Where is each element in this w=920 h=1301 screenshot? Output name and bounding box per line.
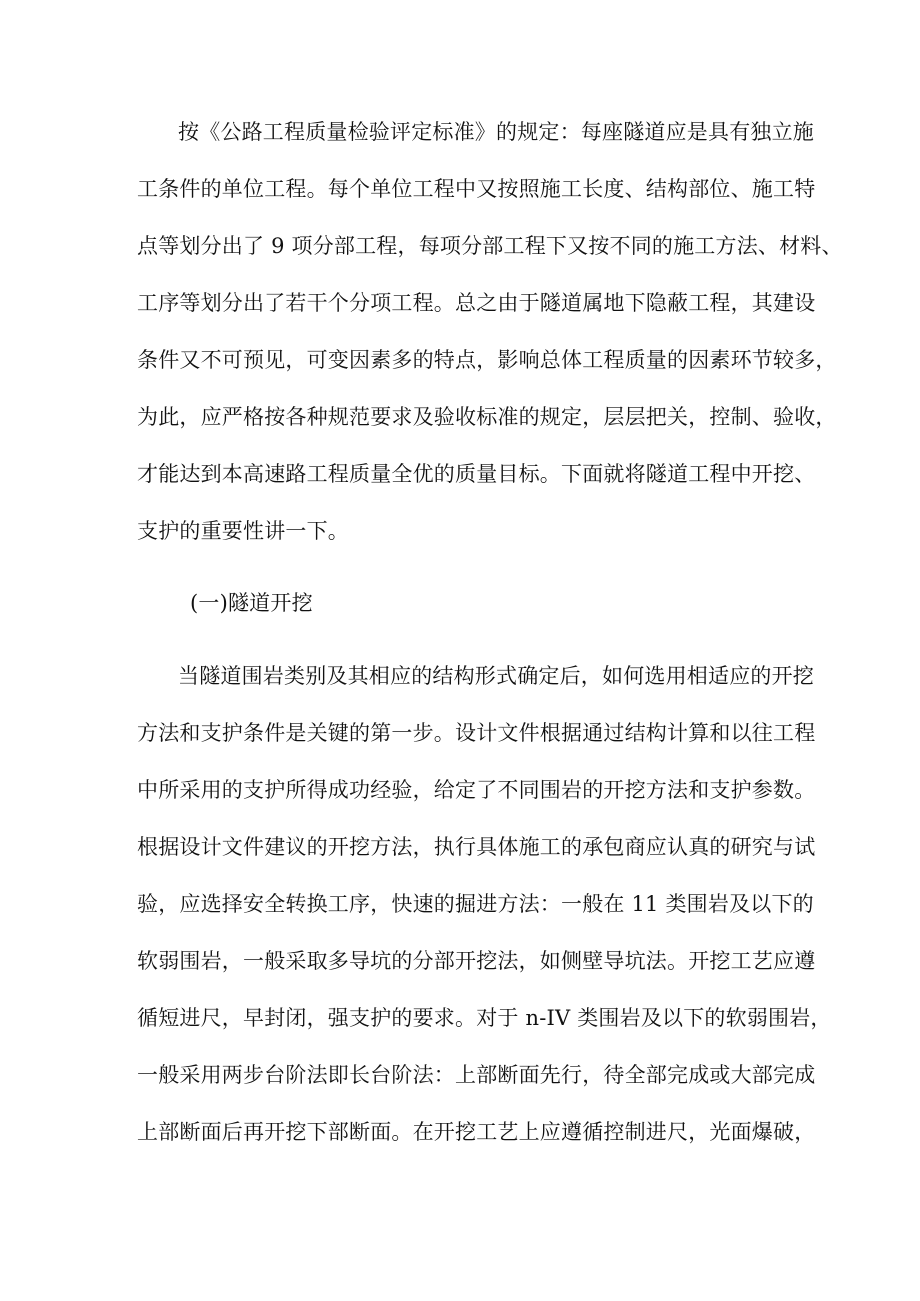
paragraph-2-line-7: 循短进尺，早封闭，强支护的要求。对于 n-IV 类围岩及以下的软弱围岩， xyxy=(137,1006,832,1030)
paragraph-2-line-3: 中所采用的支护所得成功经验，给定了不同围岩的开挖方法和支护参数。 xyxy=(137,778,816,802)
paragraph-2-line-8: 一般采用两步台阶法即长台阶法：上部断面先行，待全部完成或大部完成 xyxy=(137,1063,816,1087)
paragraph-2-line-5: 验，应选择安全转换工序，快速的掘进方法：一般在 11 类围岩及以下的 xyxy=(137,892,814,916)
paragraph-1-line-3: 点等划分出了 9 项分部工程，每项分部工程下又按不同的施工方法、材料、 xyxy=(137,234,843,258)
paragraph-2-line-9: 上部断面后再开挖下部断面。在开挖工艺上应遵循控制进尺，光面爆破， xyxy=(137,1120,816,1144)
paragraph-1-line-8: 支护的重要性讲一下。 xyxy=(137,519,349,543)
paragraph-2-line-2: 方法和支护条件是关键的第一步。设计文件根据通过结构计算和以往工程 xyxy=(137,721,816,745)
paragraph-2-line-6: 软弱围岩，一般采取多导坑的分部开挖法，如侧壁导坑法。开挖工艺应遵 xyxy=(137,949,816,973)
paragraph-1-line-4: 工序等划分出了若干个分项工程。总之由于隧道属地下隐蔽工程，其建设 xyxy=(137,291,816,315)
paragraph-1-line-2: 工条件的单位工程。每个单位工程中又按照施工长度、结构部位、施工特 xyxy=(137,177,816,201)
paragraph-1-line-6: 为此，应严格按各种规范要求及验收标准的规定，层层把关，控制、验收， xyxy=(137,405,837,429)
paragraph-1-line-5: 条件又不可预见，可变因素多的特点，影响总体工程质量的因素环节较多， xyxy=(137,348,837,372)
paragraph-1-line-1: 按《公路工程质量检验评定标准》的规定：每座隧道应是具有独立施 xyxy=(178,120,814,144)
paragraph-2-line-1: 当隧道围岩类别及其相应的结构形式确定后，如何选用相适应的开挖 xyxy=(178,664,814,688)
section-heading: (一)隧道开挖 xyxy=(190,591,313,615)
paragraph-2-line-4: 根据设计文件建议的开挖方法，执行具体施工的承包商应认真的研究与试 xyxy=(137,835,816,859)
paragraph-1-line-7: 才能达到本高速路工程质量全优的质量目标。下面就将隧道工程中开挖、 xyxy=(137,462,816,486)
